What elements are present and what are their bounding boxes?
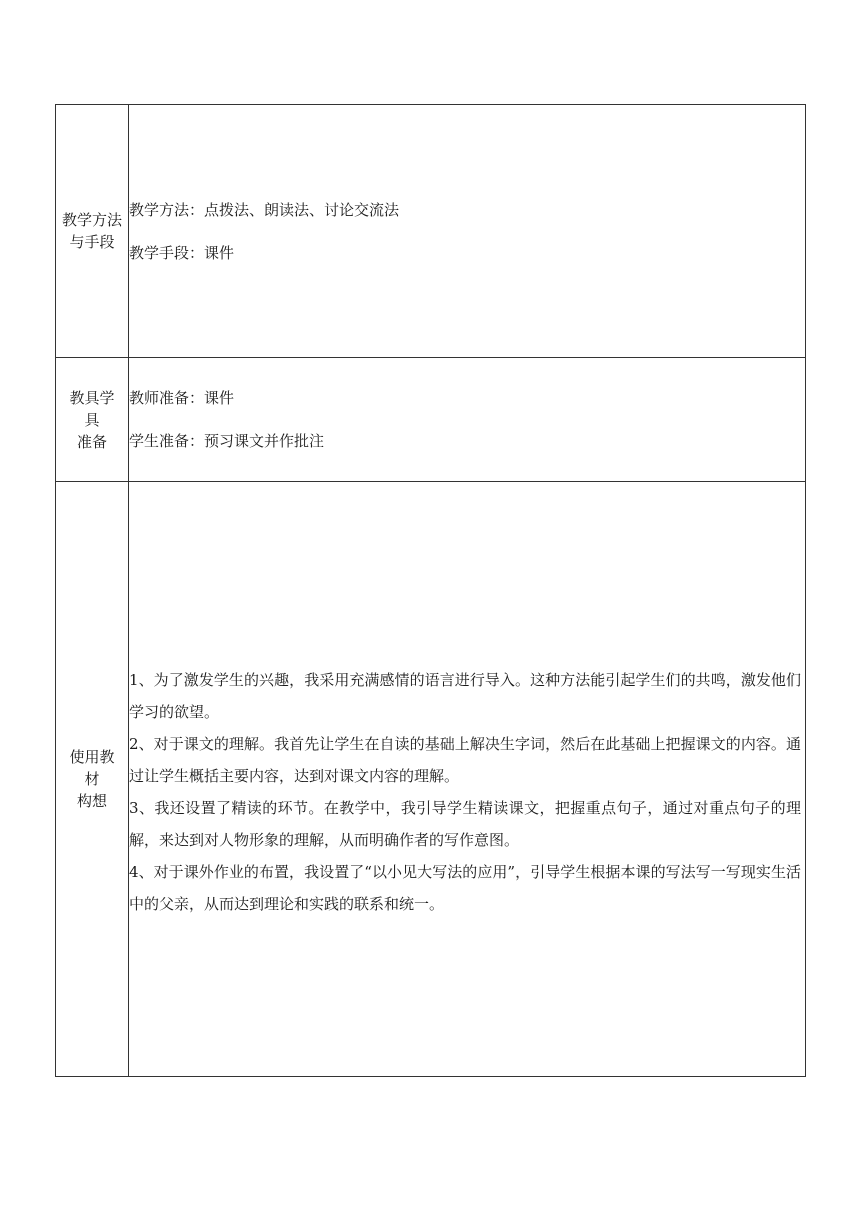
label-ideas-line-3: 构想 <box>76 792 107 810</box>
content-preparation <box>129 358 806 482</box>
label-ideas-line-1: 使用教 <box>69 748 115 766</box>
teaching-methods-line: 教学方法：点拨法、朗读法、讨论交流法 <box>129 200 400 219</box>
label-preparation-line-3: 准备 <box>76 432 107 451</box>
label-material-ideas <box>56 482 129 1077</box>
content-material-ideas <box>129 482 806 1077</box>
idea-paragraph-2: 2、对于课文的理解。我首先让学生在自读的基础上解决生字词，然后在此基础上把握课文的内容。通过让学生概括主要内容，达到对课文内容的理解。 <box>129 735 801 785</box>
label-methods <box>56 105 129 358</box>
idea-paragraph-4: 4、对于课外作业的布置，我设置了“以小见大写法的应用”，引导学生根据本课的写法写一写现实生活中的父亲，从而达到理论和实践的联系和统一。 <box>129 863 801 913</box>
content-methods <box>129 105 806 358</box>
idea-paragraph-3: 3、我还设置了精读的环节。在教学中，我引导学生精读课文，把握重点句子，通过对重点句子的理解，来达到对人物形象的理解，从而明确作者的写作意图。 <box>129 799 801 849</box>
label-preparation-line-1: 教具学 <box>69 388 115 407</box>
label-preparation <box>56 358 129 482</box>
teaching-tools-line: 教学手段：课件 <box>129 243 235 262</box>
table-row-preparation <box>56 358 806 482</box>
label-ideas-line-2: 材 <box>84 770 100 788</box>
table-row-material-ideas <box>56 482 806 1077</box>
teacher-prep-line: 教师准备：课件 <box>129 389 235 407</box>
label-methods-text: 教学方法与手段 <box>61 211 122 251</box>
student-prep-line: 学生准备：预习课文并作批注 <box>129 432 325 450</box>
table-row-methods <box>56 105 806 358</box>
lesson-plan-table <box>55 104 806 1077</box>
idea-paragraph-1: 1、为了激发学生的兴趣，我采用充满感情的语言进行导入。这种方法能引起学生们的共鸣，激发他们学习的欲望。 <box>129 671 801 721</box>
label-preparation-line-2: 具 <box>84 410 100 429</box>
